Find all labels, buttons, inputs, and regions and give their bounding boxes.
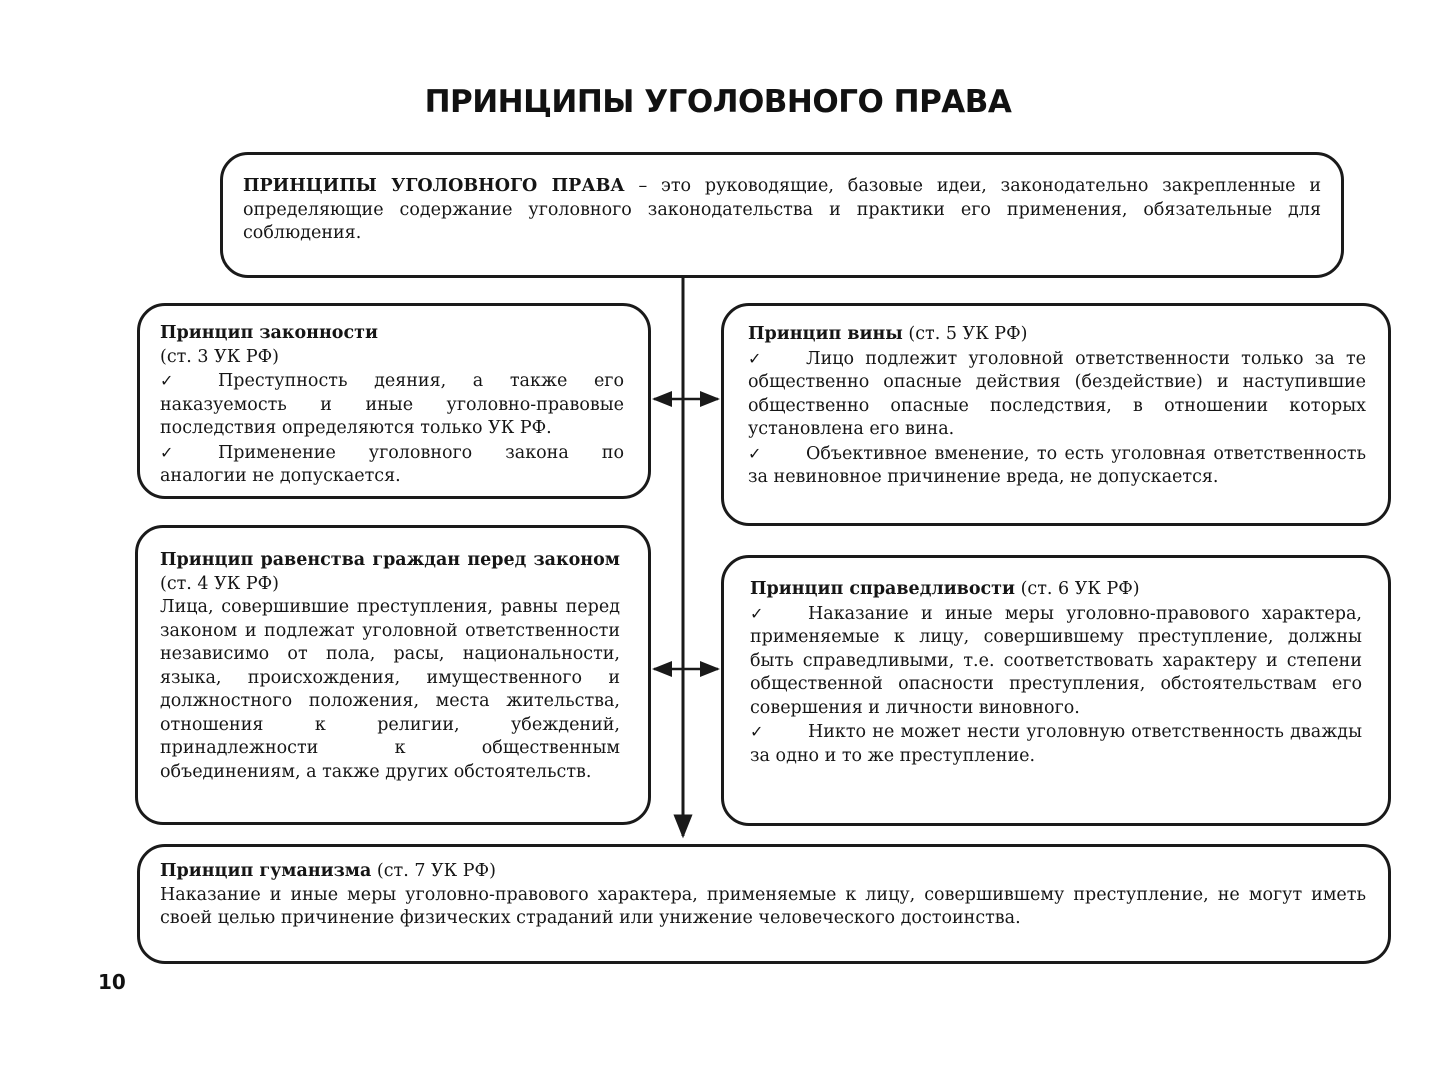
legality-item-1 <box>160 369 624 441</box>
equality-heading <box>160 549 620 596</box>
check-icon: ✓ <box>160 371 174 390</box>
definition-paragraph <box>243 175 1321 246</box>
check-icon: ✓ <box>160 442 174 462</box>
legality-article: (ст. 3 УК РФ) <box>160 346 280 367</box>
check-icon: ✓ <box>750 722 764 741</box>
definition-box <box>220 152 1344 278</box>
humanism-name: Принцип гуманизма <box>160 861 372 881</box>
legality-item-text: Применение уголовного закона по аналогии не допускается. <box>160 442 624 486</box>
humanism-heading <box>160 860 1366 884</box>
legality-item-text: Преступность деяния, а также его наказуемость и иные уголовно-правовые последствия определяются только УК РФ. <box>160 371 624 438</box>
definition-term: ПРИНЦИПЫ УГОЛОВНОГО ПРАВА <box>243 176 625 196</box>
justice-name: Принцип справедливости <box>750 579 1015 599</box>
guilt-article: (ст. 5 УК РФ) <box>902 324 1028 344</box>
justice-item-text: Наказание и иные меры уголовно-правового характера, применяемые к лицу, совершившему преступление, должны быть справедливыми, т.е. соответствовать характеру и степени общественной опасности преступления, обстоятельствам его совершения и личности виновного. <box>750 603 1362 718</box>
page-number: 10 <box>98 970 126 994</box>
legality-heading <box>160 322 624 346</box>
justice-item-text: Никто не может нести уголовную ответственность дважды за одно и то же преступление. <box>750 722 1362 766</box>
justice-item-1 <box>750 602 1362 721</box>
guilt-item-text: Объективное вменение, то есть уголовная ответственность за невиновное причинение вреда, не допускается. <box>748 443 1366 487</box>
legality-principle-box <box>137 303 651 499</box>
legality-item-2 <box>160 441 624 489</box>
check-icon: ✓ <box>748 443 762 463</box>
check-icon: ✓ <box>750 603 764 623</box>
equality-name: Принцип равенства граждан перед законом <box>160 550 620 570</box>
guilt-item-2 <box>748 442 1366 490</box>
humanism-principle-box <box>137 844 1391 964</box>
justice-article: (ст. 6 УК РФ) <box>1015 579 1140 599</box>
page-title: ПРИНЦИПЫ УГОЛОВНОГО ПРАВА <box>424 84 1012 120</box>
justice-principle-box <box>721 555 1391 826</box>
humanism-text: Наказание и иные меры уголовно-правового характера, применяемые к лицу, совершившему преступление, не могут иметь своей целью причинение физических страданий или унижение человеческого достоинства. <box>160 884 1366 928</box>
humanism-article: (ст. 7 УК РФ) <box>371 861 496 881</box>
equality-principle-box <box>135 525 651 825</box>
guilt-heading <box>748 323 1366 347</box>
guilt-name: Принцип вины <box>748 324 903 344</box>
definition-text: – это руководящие, базовые идеи, законодательно закрепленные и определяющие содержание уголовного законодательства и практики его применения, обязательные для соблюдения. <box>243 176 1321 243</box>
equality-text: Лица, совершившие преступления, равны перед законом и подлежат уголовной ответственности независимо от пола, расы, национальности, языка, происхождения, имущественного и должностного положения, места жительства, отношения к религии, убеждений, принадлежности к общественным объединениям, а также других обстоятельств. <box>160 597 620 782</box>
guilt-principle-box <box>721 303 1391 526</box>
equality-article: (ст. 4 УК РФ) <box>160 573 280 594</box>
guilt-item-1 <box>748 347 1366 442</box>
justice-heading <box>750 578 1362 602</box>
legality-name: Принцип законности <box>160 323 378 343</box>
justice-item-2 <box>750 720 1362 768</box>
guilt-item-text: Лицо подлежит уголовной ответственности только за те общественно опасные действия (бездействие) и наступившие общественно опасные последствия, в отношении которых установлена его вина. <box>748 348 1366 439</box>
check-icon: ✓ <box>748 348 762 368</box>
